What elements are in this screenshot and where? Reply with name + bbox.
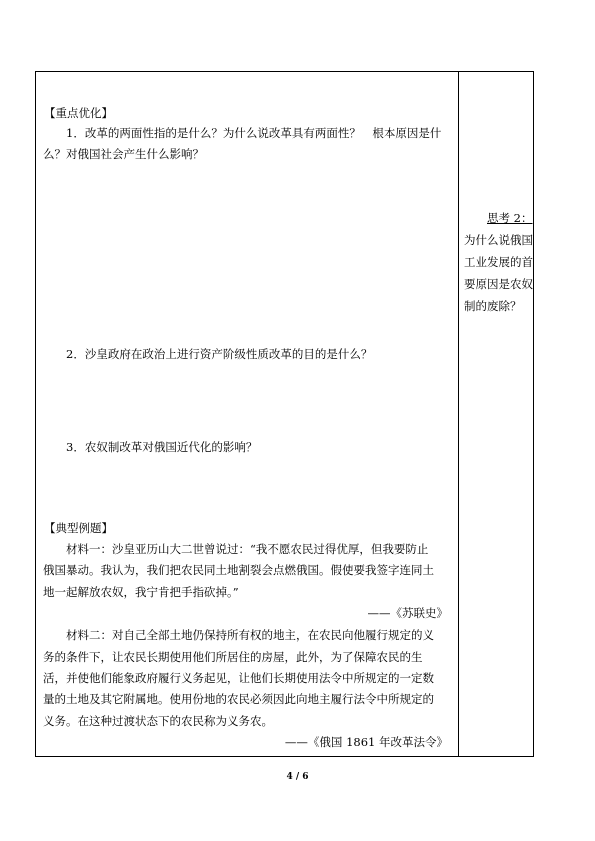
sidebar-title: 思考 2： <box>487 211 533 225</box>
material-1-line-3: 地一起解放农奴，我宁肯把手指砍掉。” <box>43 585 239 599</box>
question-2: 2．沙皇政府在政治上进行资产阶级性质改革的目的是什么？ <box>66 347 373 361</box>
question-1-line-1: 1．改革的两面性指的是什么？为什么说改革具有两面性？ 根本原因是什 <box>66 126 442 140</box>
sidebar-cell <box>459 72 533 756</box>
material-1-line-1: 材料一：沙皇亚历山大二世曾说过：“我不愿农民过得优厚，但我要防止 <box>66 542 429 556</box>
section-heading-key-points: 【重点优化】 <box>44 106 113 120</box>
sidebar-line-4: 制的废除？ <box>464 299 522 313</box>
material-2-line-2: 务的条件下，让农民长期使用他们所居住的房屋，此外，为了保障农民的生 <box>43 650 423 664</box>
material-2-line-5: 义务。在这种过渡状态下的农民称为义务农。 <box>43 714 273 728</box>
material-2-line-3: 活，并使他们能象政府履行义务起见，让他们长期使用法令中所规定的一定数 <box>43 671 434 685</box>
sidebar-line-2: 工业发展的首 <box>464 255 533 269</box>
material-2-source: ——《俄国 1861 年改革法令》 <box>284 735 448 749</box>
material-1-line-2: 俄国暴动。我认为，我们把农民同土地割裂会点燃俄国。假使要我签字连同土 <box>43 563 434 577</box>
page-number: 4 / 6 <box>286 772 309 782</box>
worksheet-table <box>35 71 534 757</box>
sidebar-line-3: 要原因是农奴 <box>464 277 533 291</box>
section-heading-examples: 【典型例题】 <box>44 521 113 535</box>
sidebar-line-1: 为什么说俄国 <box>464 233 533 247</box>
material-2-line-4: 量的土地及其它附属地。使用份地的农民必须因此向地主履行法令中所规定的 <box>43 692 434 706</box>
main-content-cell <box>36 72 458 756</box>
question-3: 3．农奴制改革对俄国近代化的影响？ <box>66 440 258 454</box>
question-1-line-2: 么？对俄国社会产生什么影响？ <box>43 147 204 161</box>
material-2-line-1: 材料二：对自己全部土地仍保持所有权的地主，在农民向他履行规定的义 <box>66 628 434 642</box>
material-1-source: ——《苏联史》 <box>367 606 448 620</box>
